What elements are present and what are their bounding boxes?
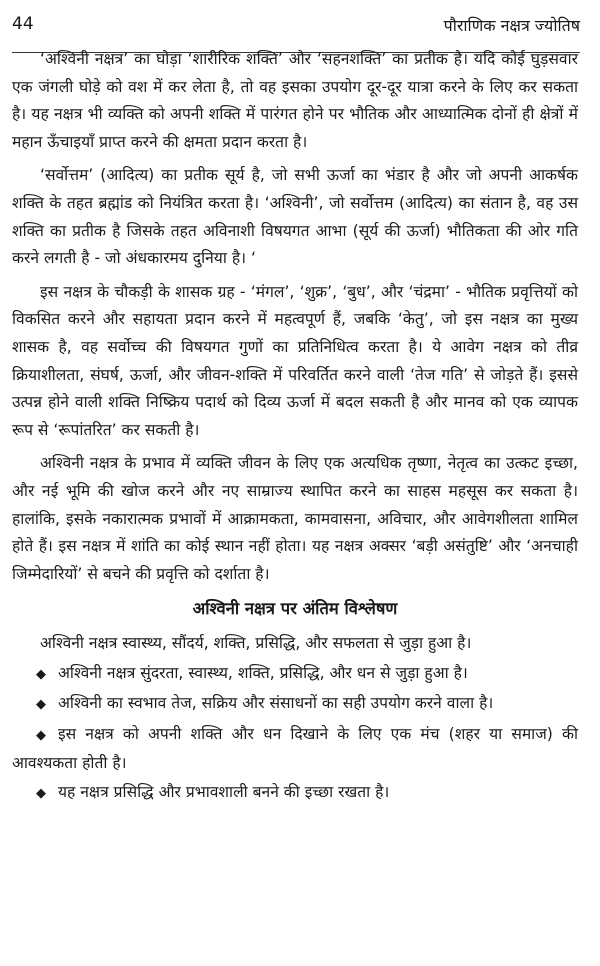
page-number: 44 [12,14,34,34]
list-item-text: अश्विनी नक्षत्र सुंदरता, स्वास्थ्य, शक्ति, प्रसिद्धि, और धन से जुड़ा हुआ है। [58,663,468,682]
list-item [12,660,578,689]
list-item [12,721,578,777]
section-heading: अश्विनी नक्षत्र पर अंतिम विश्लेषण [192,599,398,619]
list-item-text: अश्विनी का स्वभाव तेज, सक्रिय और संसाधनों का सही उपयोग करने वाला है। [58,694,494,713]
diamond-bullet-icon: ◆ [36,786,46,802]
paragraph: ‘अश्विनी नक्षत्र’ का घोड़ा ‘शारीरिक शक्ति’ और ‘सहनशक्ति’ का प्रतीक है। यदि कोई घुड़सवार एक जंगली घोड़े को वश में कर लेता है, तो वह इसका उपयोग दूर-दूर यात्रा करने के लिए कर सकता है। यह नक्षत्र भी व्यक्ति को अपनी शक्ति में पारंगत होने पर भौतिक और आध्यात्मिक दोनों ही क्षेत्रों में महान ऊँचाइयाँ प्राप्त करने की क्षमता प्रदान करता है। [12,50,578,151]
paragraph: ‘सर्वोत्तम’ (आदित्य) का प्रतीक सूर्य है, जो सभी ऊर्जा का भंडार है और जो अपनी आकर्षक शक्ति के तहत ब्रह्मांड को नियंत्रित करता है। ‘अश्विनी’, जो सर्वोत्तम (आदित्य) का संतान है, वह उस शक्ति का प्रतीक है जिसके तहत अविनाशी विषयगत आभा (सूर्य की ऊर्जा) भौतिकता की ओर गति करने लगती है - जो अंधकारमय दुनिया है। ‘ [12,166,578,268]
list-item-text: इस नक्षत्र को अपनी शक्ति और धन दिखाने के लिए एक मंच (शहर या समाज) की आवश्यकता होती है। [12,725,578,772]
list-item [12,690,578,719]
paragraph: इस नक्षत्र के चौकड़ी के शासक ग्रह - ‘मंगल’, ‘शुक्र’, ‘बुध’, और ‘चंद्रमा’ - भौतिक प्रवृत्तियों को विकसित करने और सहायता प्रदान करने में महत्वपूर्ण हैं, जबकि ‘केतु’, जो इस नक्षत्र का मुख्य शासक है, वह सर्वोच्च की विषयगत गुणों का प्रतिनिधित्व करता है। ये आवेग नक्षत्र को तीव्र क्रियाशीलता, संघर्ष, ऊर्जा, और जीवन-शक्ति में परिवर्तित करने वाली ‘तेज गति’ से जोड़ते हैं। इससे उत्पन्न होने वाली शक्ति निष्क्रिय पदार्थ को दिव्य ऊर्जा में बदल सकती है और मानव को एक व्यापक रूप से ‘रूपांतरित’ कर सकती है। [12,282,578,439]
page-body [12,46,578,810]
paragraph: अश्विनी नक्षत्र के प्रभाव में व्यक्ति जीवन के लिए एक अत्यधिक तृष्णा, नेतृत्व का उत्कट इच्छा, और नई भूमि की खोज करने और नए साम्राज्य स्थापित करने का साहस महसूस कर सकता है। हालांकि, इसके नकारात्मक प्रभावों में आक्रामकता, कामवासना, अविचार, और आवेगशीलता शामिल होते हैं। इस नक्षत्र में शांति का कोई स्थान नहीं होता। यह नक्षत्र अक्सर ‘बड़ी असंतुष्टि’ और ‘अनचाही जिम्मेदारियों’ से बचने की प्रवृत्ति को दर्शाता है। [12,454,578,583]
list-item [12,779,578,808]
diamond-bullet-icon: ◆ [36,728,46,744]
diamond-bullet-icon: ◆ [36,666,46,682]
list-item-text: यह नक्षत्र प्रसिद्धि और प्रभावशाली बनने की इच्छा रखता है। [58,783,390,802]
summary-line: अश्विनी नक्षत्र स्वास्थ्य, सौंदर्य, शक्ति, प्रसिद्धि, और सफलता से जुड़ा हुआ है। [40,634,472,653]
bullet-list [12,660,578,808]
page-header [12,14,580,40]
running-head: पौराणिक नक्षत्र ज्योतिष [443,16,580,35]
diamond-bullet-icon: ◆ [36,697,46,713]
